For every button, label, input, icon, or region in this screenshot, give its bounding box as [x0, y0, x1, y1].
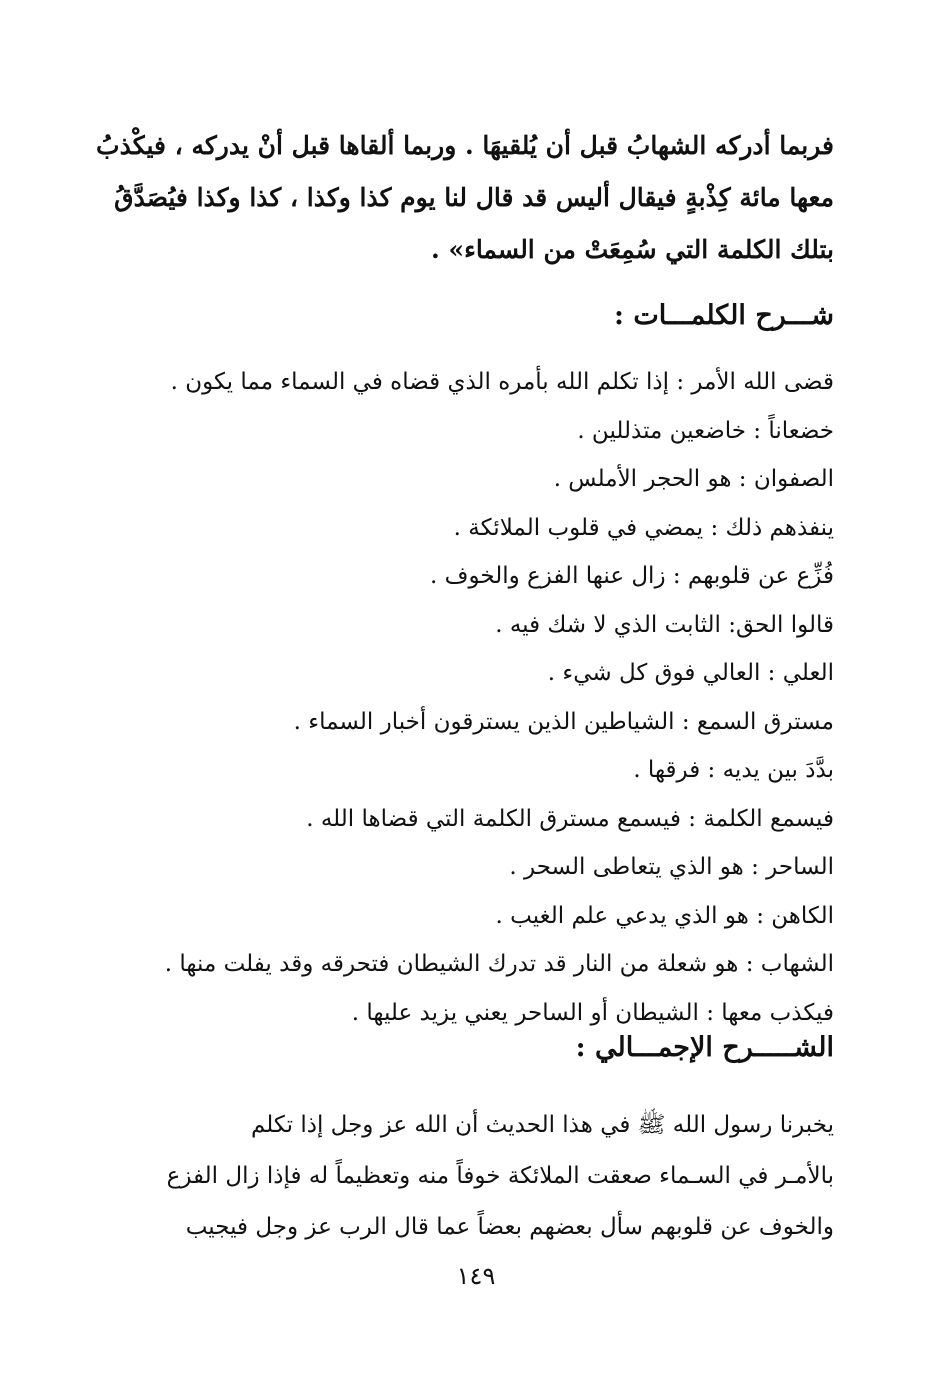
glossary-item: ينفذهم ذلك : يمضي في قلوب الملائكة . [453, 514, 834, 541]
summary-line: بالأمـر في السـماء صعقت الملائكة خوفاً منه وتعظيماً له فإذا زال الفزع [166, 1163, 834, 1189]
summary-line: يخبرنا رسول الله ﷺ في هذا الحديث أن الله عز وجل إذا تكلم [250, 1112, 834, 1138]
glossary-item: فُزِّع عن قلوبهم : زال عنها الفزع والخوف . [430, 563, 834, 589]
summary-paragraph [158, 1100, 834, 1253]
intro-line: فربما أدركه الشهابُ قبل أن يُلقيهَا . وربما ألقاها قبل أنْ يدركه ، فيكْذبُ [96, 131, 834, 160]
glossary-item: الصفوان : هو الحجر الأملس . [553, 466, 834, 492]
glossary-item: قالوا الحق: الثابت الذي لا شك فيه . [495, 611, 834, 638]
glossary-list [158, 358, 834, 1037]
glossary-item: قضى الله الأمر : إذا تكلم الله بأمره الذي قضاه في السماء مما يكون . [170, 369, 834, 395]
glossary-item: فيكذب معها : الشيطان أو الساحر يعني يزيد عليها . [351, 999, 834, 1026]
intro-line: معها مائة كِذْبةٍ فيقال أليس قد قال لنا يوم كذا وكذا ، كذا وكذا فيُصَدَّقُ [114, 183, 834, 212]
glossary-item: مسترق السمع : الشياطين الذين يسترقون أخبار السماء . [293, 708, 834, 735]
page-number: ١٤٩ [456, 1262, 496, 1290]
glossary-item: الشهاب : هو شعلة من النار قد تدرك الشيطان فتحرقه وقد يفلت منها . [164, 951, 834, 977]
glossary-heading: شـــرح الكلمـــات : [613, 300, 834, 331]
hadith-continuation [96, 120, 834, 276]
summary-line: والخوف عن قلوبهم سأل بعضهم بعضاً عما قال الرب عز وجل فيجيب [185, 1214, 834, 1240]
glossary-item: الساحر : هو الذي يتعاطى السحر . [509, 854, 834, 880]
glossary-item: العلي : العالي فوق كل شيء . [547, 660, 834, 686]
intro-line: بتلك الكلمة التي سُمِعَتْ من السماء» . [431, 235, 834, 264]
glossary-item: بدَّدَ بين يديه : فرقها . [633, 757, 834, 783]
glossary-item: الكاهن : هو الذي يدعي علم الغيب . [495, 902, 834, 929]
glossary-item: فيسمع الكلمة : فيسمع مسترق الكلمة التي قضاها الله . [306, 805, 834, 832]
summary-heading: الشـــــرح الإجمـــالي : [575, 1032, 834, 1063]
glossary-item: خضعاناً : خاضعين متذللين . [577, 417, 834, 444]
